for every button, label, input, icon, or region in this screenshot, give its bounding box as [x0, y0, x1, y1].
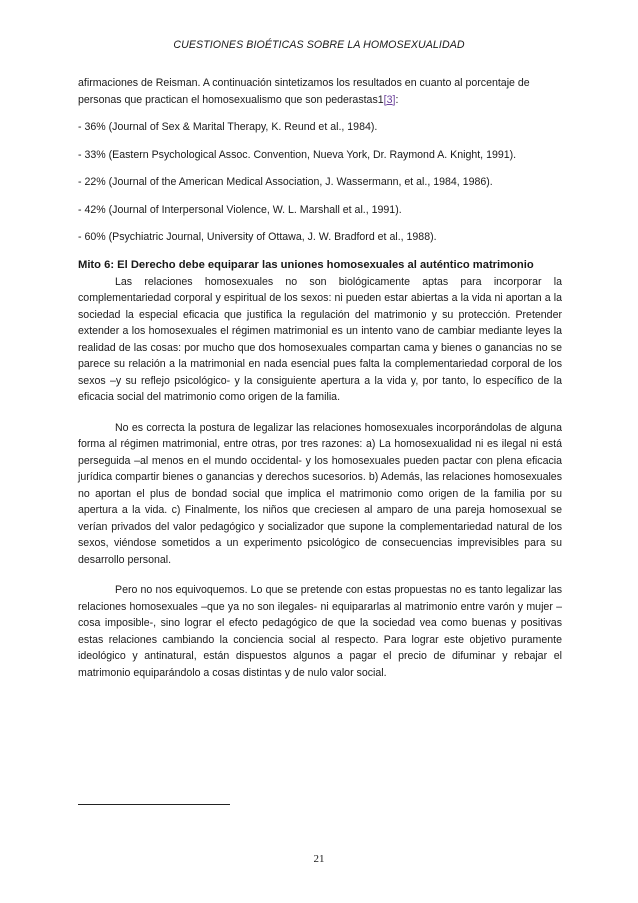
body-paragraph: Las relaciones homosexuales no son biológicamente aptas para incorporar la complementariedad corporal y espiritual de los sexos: ni pueden estar abiertas a la vida ni aportan a la sociedad la especial eficacia que justifica la regulación del matrimonio y su protección. Pretender extender a los homosexuales el régimen matrimonial es un intento vano de cambiar mediante leyes la realidad de las cosas: por mucho que dos homosexuales compartan cama y bienes o ganancias no se parece su relación a la matrimonial en nada esencial pues falta la complementariedad corporal de los sexos –y su reflejo psicológico- y la consiguiente apertura a la vida y, por tanto, lo específico de la eficacia social del matrimonio como origen de la familia.	[78, 275, 562, 403]
footnote-separator	[78, 804, 230, 805]
statistic-item: - 42% (Journal of Interpersonal Violence, W. L. Marshall et al., 1991).	[78, 203, 402, 216]
page-content	[78, 75, 562, 695]
body-paragraph: Pero no nos equivoquemos. Lo que se pretende con estas propuestas no es tanto legalizar las relaciones homosexuales –que ya no son ilegales- ni equipararlas al matrimonio entre varón y mujer –cosa imposible-, sino lograr el efecto pedagógico de que la sociedad vea como buenas y positivas estas relaciones cambiando la conciencia social al respecto. Para lograr este objetivo puramente ideológico y antinatural, están dispuestos algunos a pagar el precio de difuminar y rebajar el matrimonio equiparándolo a cosas distintas y de nulo valor social.	[78, 584, 562, 679]
statistics-list	[78, 119, 562, 246]
statistic-item: - 60% (Psychiatric Journal, University of Ottawa, J. W. Bradford et al., 1988).	[78, 231, 437, 243]
footnote-reference-link[interactable]: [3]	[383, 93, 396, 106]
body-paragraph: No es correcta la postura de legalizar las relaciones homosexuales incorporándolas de alguna forma al régimen matrimonial, entre otras, por tres razones: a) La homosexualidad ni es ilegal ni está perseguida –al menos en el mundo occidental- y los homosexuales pueden pactar con plena eficacia jurídica compartir bienes o ganancias y derechos sucesorios. b) Además, las relaciones homosexuales no aportan el plus de bondad social que implica el matrimonio como origen de la familia por su apertura a la vida. c) Finalmente, los niños que creciesen al amparo de una pareja homosexual se verían privados del valor pedagógico y socializador que supone la complementariedad natural de los sexos, viéndose sometidos a un experimento psicológico de consecuencias imprevisibles para su desarrollo personal.	[78, 421, 562, 566]
intro-paragraph	[78, 75, 562, 108]
section-heading: Mito 6: El Derecho debe equiparar las uniones homosexuales al auténtico matrimonio	[78, 258, 534, 271]
statistic-item: - 33% (Eastern Psychological Assoc. Convention, Nueva York, Dr. Raymond A. Knight, 1991).	[78, 148, 517, 161]
running-header: CUESTIONES BIOÉTICAS SOBRE LA HOMOSEXUALIDAD	[173, 39, 465, 51]
intro-text: afirmaciones de Reisman. A continuación sintetizamos los resultados en cuanto al porcentaje de personas que practican el homosexualismo que son pederastas1	[78, 77, 530, 106]
statistic-item: - 36% (Journal of Sex & Marital Therapy, K. Reund et al., 1984).	[78, 121, 378, 133]
page-number: 21	[313, 853, 325, 865]
statistic-item: - 22% (Journal of the American Medical Association, J. Wassermann, et al., 1984, 1986).	[78, 176, 493, 188]
intro-colon: :	[395, 93, 399, 106]
